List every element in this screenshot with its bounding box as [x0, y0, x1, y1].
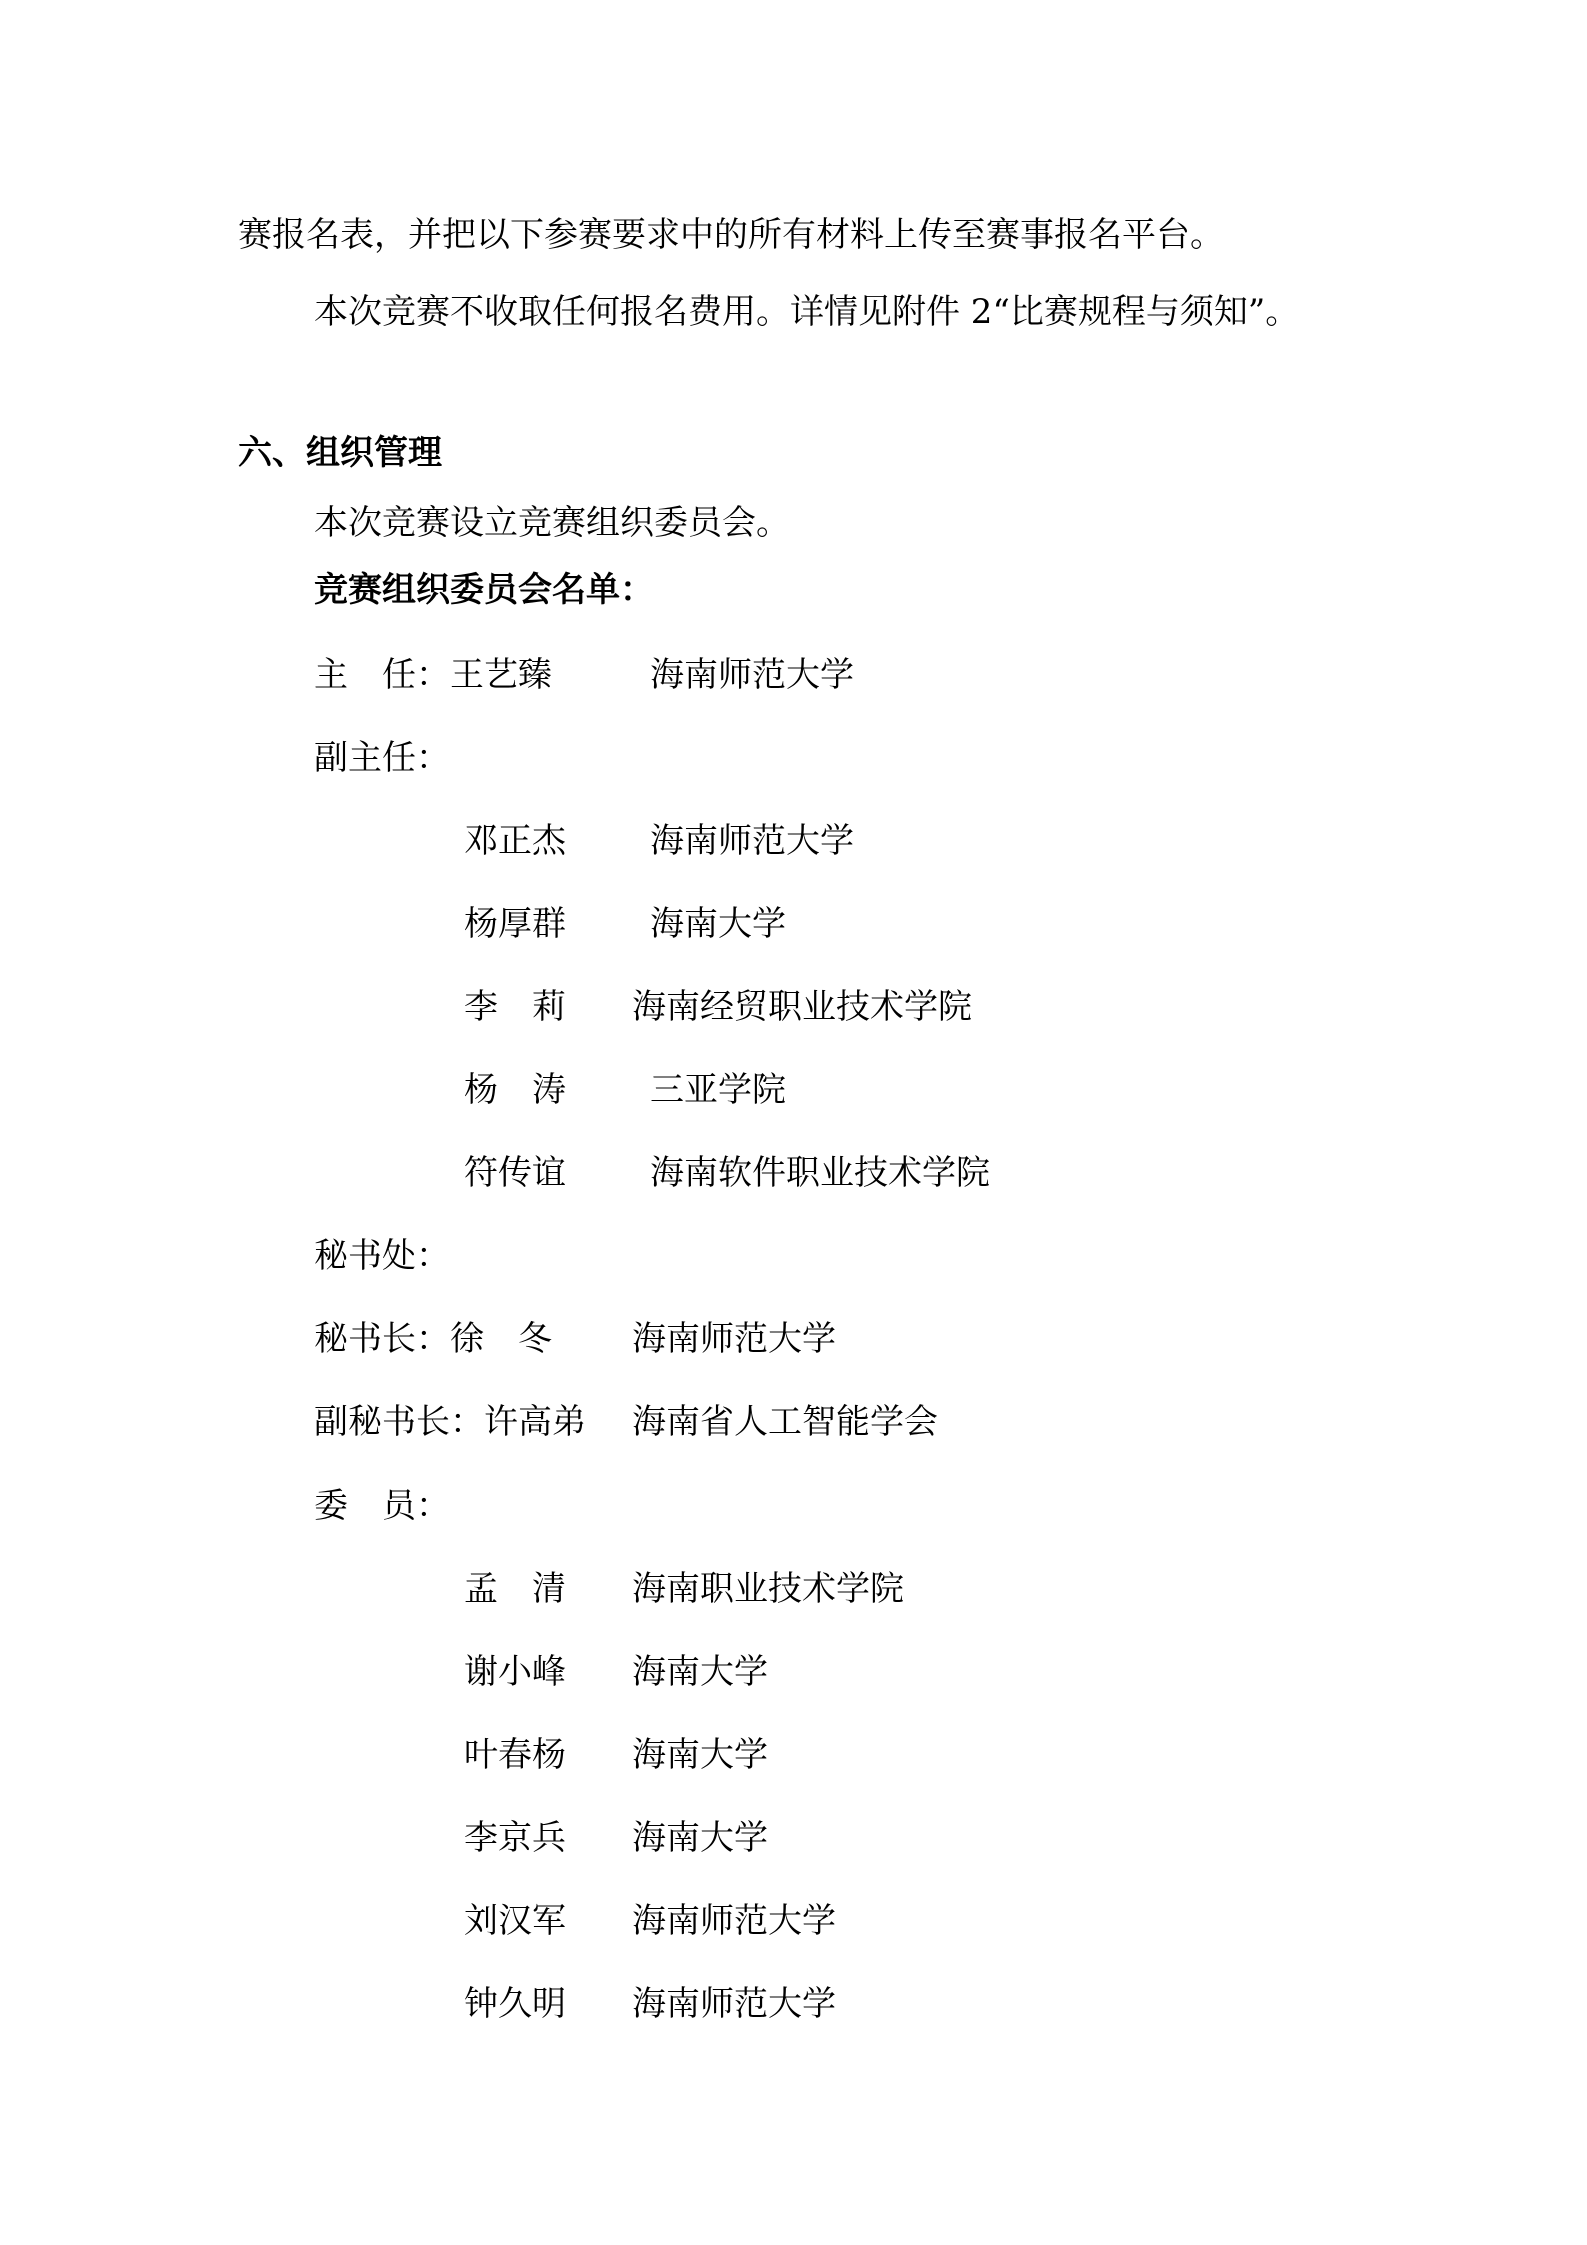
vice-chair-member — [464, 985, 972, 1029]
secretary-general-org: 海南师范大学 — [632, 1319, 836, 1359]
committee-member — [464, 1816, 768, 1860]
member-name: 李京兵 — [464, 1818, 566, 1858]
deputy-secretary-general-org: 海南省人工智能学会 — [632, 1402, 938, 1442]
member-org: 海南经贸职业技术学院 — [632, 987, 972, 1027]
member-org: 海南师范大学 — [650, 821, 854, 861]
secretary-general-row — [314, 1317, 836, 1361]
member-org: 海南师范大学 — [632, 1901, 836, 1941]
secretary-general-label: 秘书长： — [314, 1319, 450, 1359]
deputy-secretary-general-name: 许高弟 — [484, 1402, 586, 1442]
committee-list-title: 竞赛组织委员会名单： — [314, 570, 654, 610]
chair-org: 海南师范大学 — [650, 655, 854, 695]
member-name: 杨 涛 — [464, 1070, 566, 1110]
member-name: 符传谊 — [464, 1153, 566, 1193]
secretary-general-name: 徐 冬 — [450, 1319, 552, 1359]
vice-chair-member — [464, 902, 786, 946]
member-org: 海南大学 — [632, 1652, 768, 1692]
chair-label: 主 任： — [314, 655, 450, 695]
vice-chair-member — [464, 819, 854, 863]
secretariat-label: 秘书处： — [314, 1236, 450, 1276]
member-name: 杨厚群 — [464, 904, 566, 944]
member-name: 刘汉军 — [464, 1901, 566, 1941]
member-org: 海南软件职业技术学院 — [650, 1153, 990, 1193]
committee-member — [464, 1650, 768, 1694]
member-org: 海南大学 — [632, 1735, 768, 1775]
vice-chair-label: 副主任： — [314, 738, 450, 778]
chair-row — [314, 653, 854, 697]
member-name: 孟 清 — [464, 1569, 566, 1609]
member-name: 李 莉 — [464, 987, 566, 1027]
committee-member — [464, 1733, 768, 1777]
member-org: 海南大学 — [632, 1818, 768, 1858]
committee-label: 委 员： — [314, 1486, 450, 1526]
member-name: 谢小峰 — [464, 1652, 566, 1692]
member-org: 三亚学院 — [650, 1070, 786, 1110]
chair-name: 王艺臻 — [450, 655, 552, 695]
member-name: 邓正杰 — [464, 821, 566, 861]
member-name: 叶春杨 — [464, 1735, 566, 1775]
section-heading: 六、组织管理 — [238, 433, 442, 473]
paragraph-fee: 本次竞赛不收取任何报名费用。详情见附件 2“比赛规程与须知”。 — [314, 292, 1300, 332]
vice-chair-member — [464, 1151, 990, 1195]
vice-chair-member — [464, 1068, 786, 1112]
paragraph-continuation: 赛报名表，并把以下参赛要求中的所有材料上传至赛事报名平台。 — [238, 215, 1224, 255]
committee-member — [464, 1982, 836, 2026]
section-intro: 本次竞赛设立竞赛组织委员会。 — [314, 503, 790, 543]
deputy-secretary-general-label: 副秘书长： — [314, 1402, 484, 1442]
member-org: 海南师范大学 — [632, 1984, 836, 2024]
member-org: 海南大学 — [650, 904, 786, 944]
member-org: 海南职业技术学院 — [632, 1569, 904, 1609]
member-name: 钟久明 — [464, 1984, 566, 2024]
committee-member — [464, 1899, 836, 1943]
committee-member — [464, 1567, 904, 1611]
deputy-secretary-general-row — [314, 1400, 938, 1444]
